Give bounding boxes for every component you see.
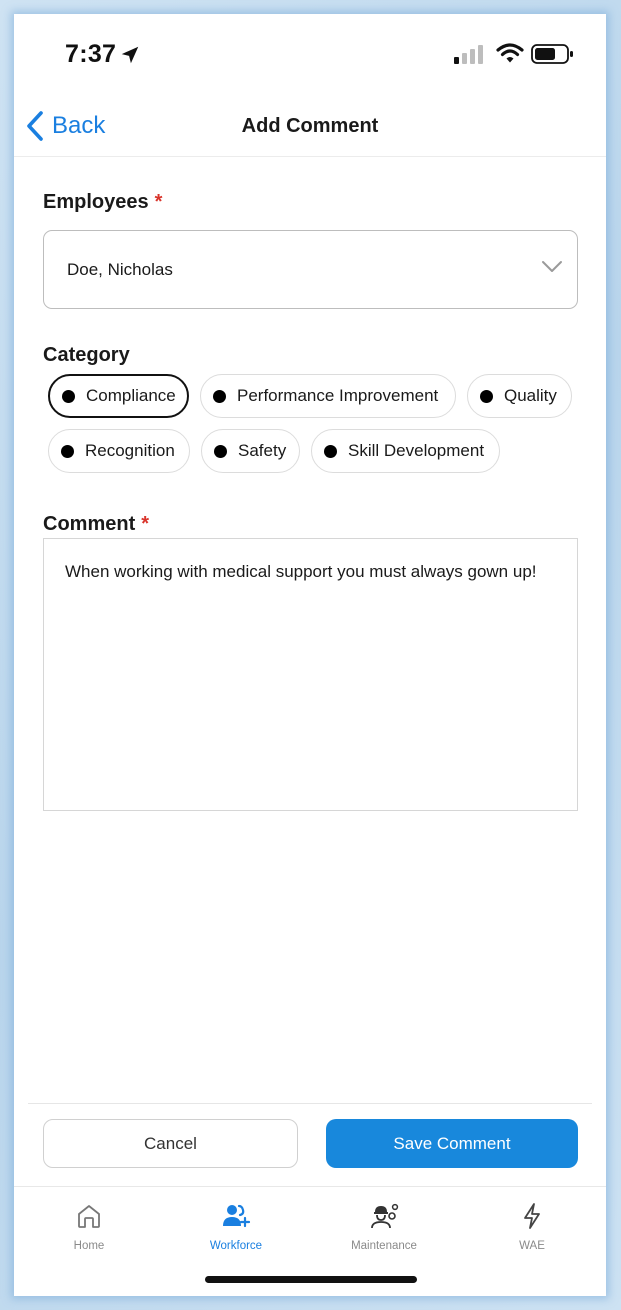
chip-label: Quality — [504, 386, 557, 405]
chip-label: Performance Improvement — [237, 386, 439, 405]
employees-select-value: Doe, Nicholas — [67, 259, 173, 279]
tab-label: Workforce — [209, 1240, 263, 1252]
employees-label — [43, 191, 162, 214]
category-chip-compliance[interactable] — [48, 374, 189, 418]
chip-label: Recognition — [85, 441, 175, 460]
bullet-icon — [213, 390, 226, 403]
status-time: 7:37 — [65, 40, 117, 68]
wifi-icon — [496, 42, 524, 64]
category-chip-safety[interactable] — [201, 429, 300, 473]
tab-label: Maintenance — [351, 1240, 417, 1252]
chip-label: Skill Development — [348, 441, 485, 460]
category-label: Category — [43, 344, 130, 366]
tab-maintenance[interactable] — [324, 1201, 444, 1252]
save-comment-button[interactable]: Save Comment — [326, 1119, 578, 1168]
tab-workforce[interactable] — [176, 1201, 296, 1252]
bullet-icon — [480, 390, 493, 403]
worker-gear-icon — [369, 1201, 399, 1231]
phone-screen — [14, 14, 606, 1296]
category-chip-recognition[interactable] — [48, 429, 190, 473]
bullet-icon — [61, 445, 74, 458]
chip-label: Compliance — [86, 386, 176, 405]
comment-label-text: Comment — [43, 513, 136, 535]
comment-label — [43, 513, 149, 536]
employees-label-text: Employees — [43, 191, 149, 213]
tab-wae[interactable] — [472, 1201, 592, 1252]
home-icon — [74, 1201, 104, 1231]
bullet-icon — [214, 445, 227, 458]
location-arrow-icon — [119, 44, 141, 66]
category-chip-performance-improvement[interactable] — [200, 374, 456, 418]
category-chip-quality[interactable] — [467, 374, 572, 418]
add-user-icon — [221, 1201, 251, 1231]
tab-label: WAE — [519, 1240, 545, 1252]
bullet-icon — [62, 390, 75, 403]
navigation-bar — [14, 94, 606, 157]
page-title: Add Comment — [241, 115, 379, 137]
required-indicator: * — [141, 513, 150, 535]
chevron-down-icon — [541, 260, 563, 274]
cancel-button[interactable]: Cancel — [43, 1119, 298, 1168]
footer-divider — [28, 1103, 592, 1104]
tab-label: Home — [73, 1240, 105, 1252]
battery-icon — [531, 43, 575, 65]
bullet-icon — [324, 445, 337, 458]
lightning-icon — [517, 1201, 547, 1231]
cellular-signal-icon — [454, 44, 488, 64]
tab-home[interactable] — [29, 1201, 149, 1252]
back-label: Back — [52, 112, 106, 139]
status-bar — [14, 14, 606, 94]
comment-textarea[interactable]: When working with medical support you must always gown up! — [43, 538, 578, 811]
chip-label: Safety — [238, 441, 287, 460]
required-indicator: * — [154, 191, 163, 213]
employees-select[interactable] — [43, 230, 578, 309]
category-chip-skill-development[interactable] — [311, 429, 500, 473]
home-indicator — [205, 1276, 417, 1283]
